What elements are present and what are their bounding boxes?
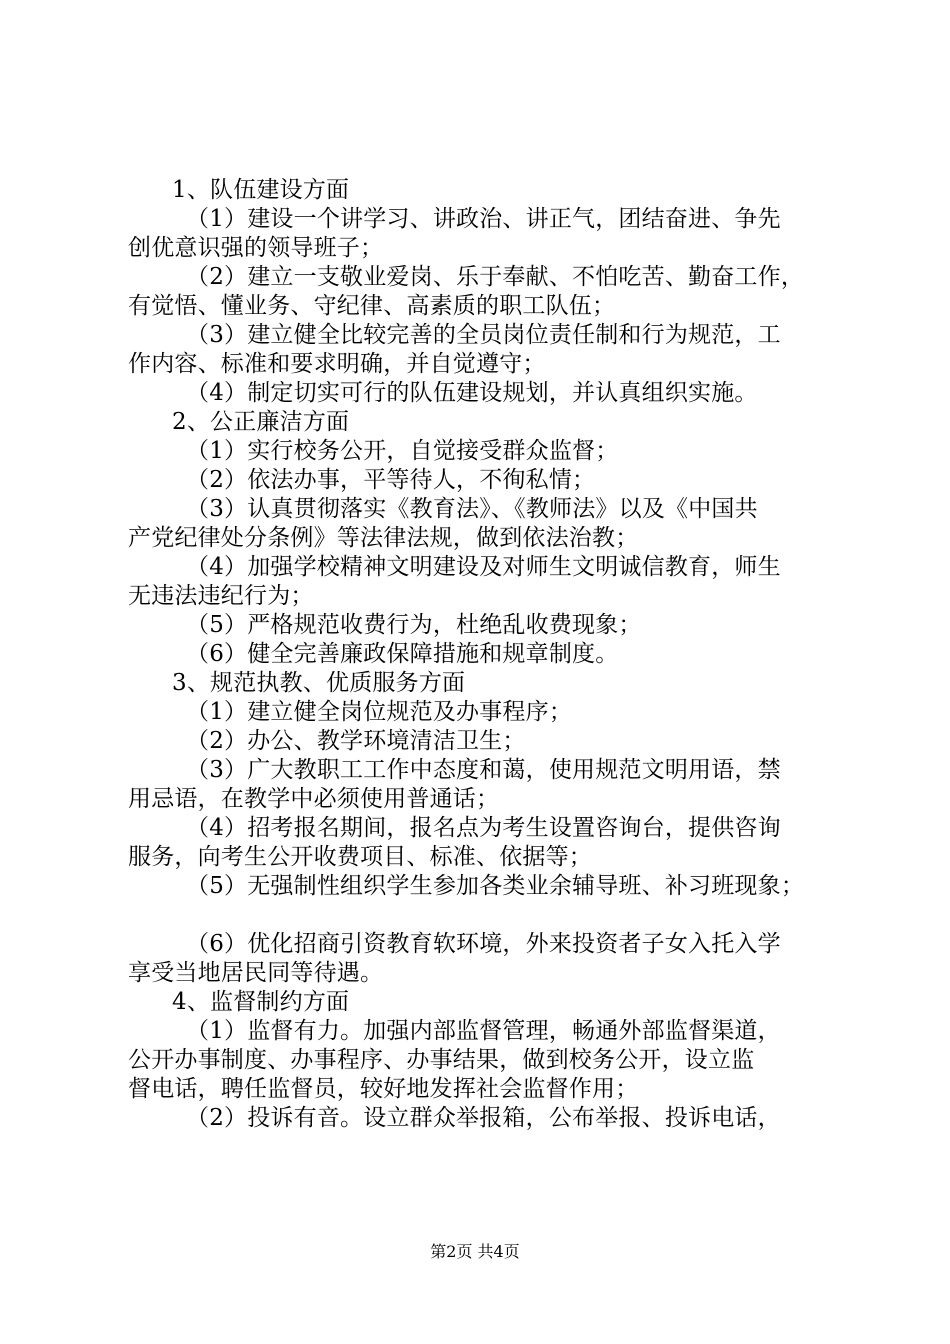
paragraph-line: （5）严格规范收费行为，杜绝乱收费现象； [186, 612, 642, 638]
paragraph-line: 产党纪律处分条例》等法律法规，做到依法治教； [128, 525, 639, 551]
paragraph-line: （5）无强制性组织学生参加各类业余辅导班、补习班现象； [186, 873, 805, 899]
paragraph-line: （3）建立健全比较完善的全员岗位责任制和行为规范，工 [186, 322, 781, 348]
section-heading: 3、规范执教、优质服务方面 [172, 670, 466, 696]
section-heading: 4、监督制约方面 [172, 989, 350, 1015]
document-body [128, 176, 840, 1133]
paragraph-line: 无违法违纪行为； [128, 583, 314, 609]
paragraph-line: （2）投诉有音。设立群众举报箱，公布举报、投诉电话， [186, 1105, 781, 1131]
blank-line [128, 901, 840, 930]
paragraph-line: （2）办公、教学环境清洁卫生； [186, 728, 526, 754]
paragraph-line: （1）监督有力。加强内部监督管理，畅通外部监督渠道， [186, 1018, 781, 1044]
paragraph-line: （1）建设一个讲学习、讲政治、讲正气，团结奋进、争先 [186, 206, 781, 232]
paragraph-line: 督电话，聘任监督员，较好地发挥社会监督作用； [128, 1076, 639, 1102]
paragraph-line: （6）健全完善廉政保障措施和规章制度。 [186, 641, 619, 667]
paragraph-line: （3）认真贯彻落实《教育法》、《教师法》以及《中国共 [186, 496, 758, 522]
paragraph-line: 作内容、标准和要求明确，并自觉遵守； [128, 351, 546, 377]
paragraph-line: 服务，向考生公开收费项目、标准、依据等； [128, 844, 592, 870]
paragraph-line: （4）加强学校精神文明建设及对师生文明诚信教育，师生 [186, 554, 781, 580]
paragraph-line: （4）招考报名期间，报名点为考生设置咨询台，提供咨询 [186, 815, 781, 841]
paragraph-line: （2）依法办事，平等待人，不徇私情； [186, 467, 596, 493]
paragraph-line: 有觉悟、懂业务、守纪律、高素质的职工队伍； [128, 293, 616, 319]
paragraph-line: （1）实行校务公开，自觉接受群众监督； [186, 438, 619, 464]
paragraph-line: 公开办事制度、办事程序、办事结果，做到校务公开，设立监 [128, 1047, 755, 1073]
paragraph-line: 享受当地居民同等待遇。 [128, 960, 384, 986]
paragraph-line: （3）广大教职工工作中态度和蔼，使用规范文明用语，禁 [186, 757, 781, 783]
paragraph-line: （1）建立健全岗位规范及办事程序； [186, 699, 573, 725]
paragraph-line: 用忌语，在教学中必须使用普通话； [128, 786, 500, 812]
section-heading: 1、队伍建设方面 [172, 177, 350, 203]
page-number-footer: 第2页 共4页 [430, 1242, 520, 1261]
paragraph-line: （2）建立一支敬业爱岗、乐于奉献、不怕吃苦、勤奋工作， [186, 264, 805, 290]
paragraph-line: （6）优化招商引资教育软环境，外来投资者子女入托入学 [186, 931, 781, 957]
section-heading: 2、公正廉洁方面 [172, 409, 350, 435]
paragraph-line: （4）制定切实可行的队伍建设规划，并认真组织实施。 [186, 380, 758, 406]
paragraph-line: 创优意识强的领导班子； [128, 235, 384, 261]
